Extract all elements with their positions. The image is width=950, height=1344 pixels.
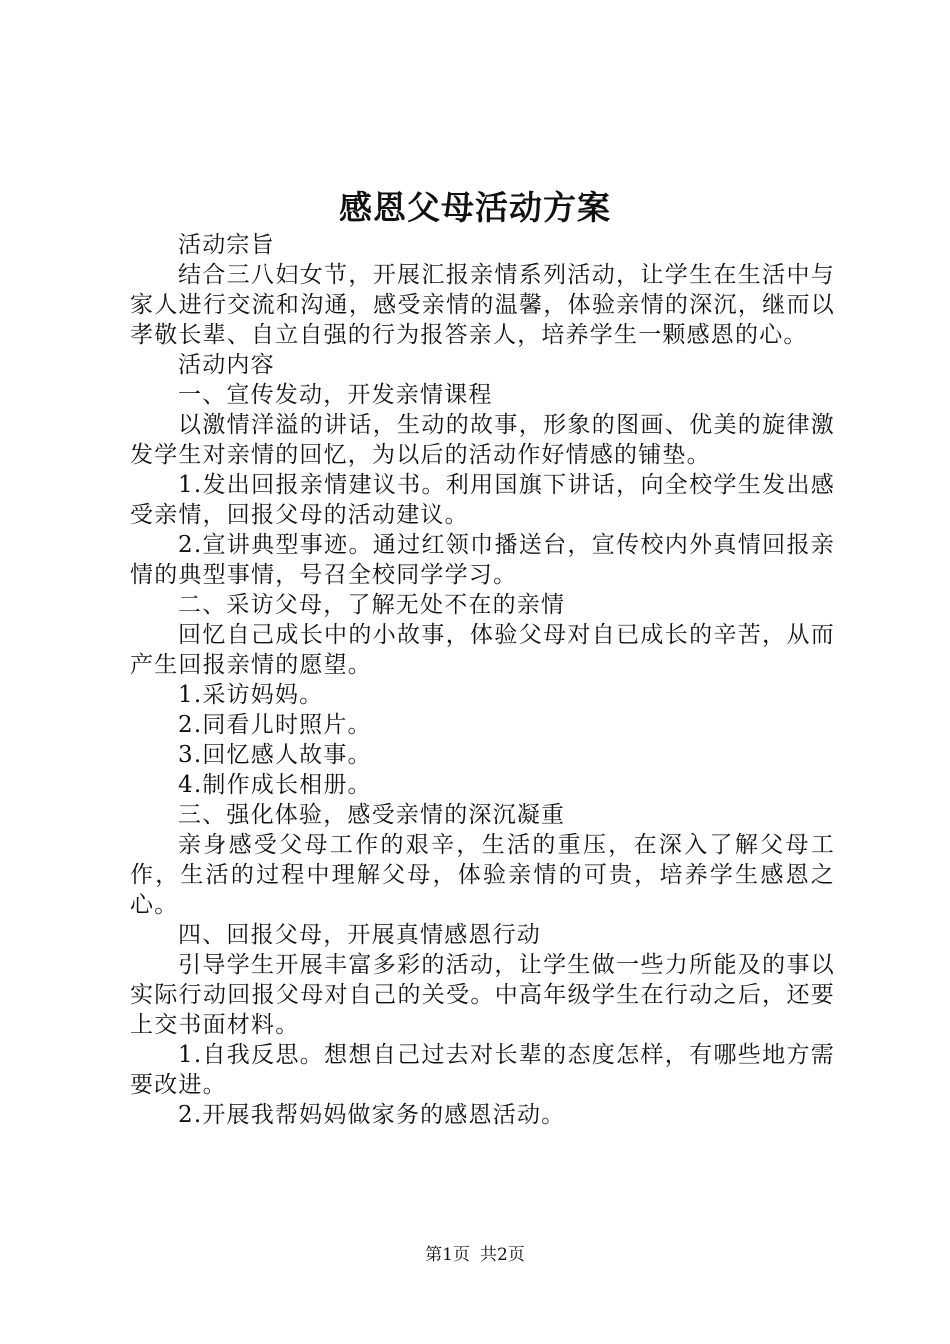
paragraph: 以激情洋溢的讲话，生动的故事，形象的图画、优美的旋律激发学生对亲情的回忆，为以后的活动作好情感的铺垫。 [130,412,835,468]
list-item: 2.同看儿时照片。 [178,712,372,738]
list-item: 1.采访妈妈。 [178,682,324,708]
document-body [130,230,835,1130]
list-item: 2.宣讲典型事迹。通过红领巾播送台，宣传校内外真情回报亲情的典型事情，号召全校同学学习。 [130,532,835,588]
section-heading-4: 四、回报父母，开展真情感恩行动 [178,922,541,948]
list-item: 3.回忆感人故事。 [178,742,372,768]
section-heading-2: 二、采访父母，了解无处不在的亲情 [178,592,566,618]
list-item: 2.开展我帮妈妈做家务的感恩活动。 [178,1102,566,1128]
paragraph: 引导学生开展丰富多彩的活动，让学生做一些力所能及的事以实际行动回报父母对自己的关受。中高年级学生在行动之后，还要上交书面材料。 [130,952,835,1038]
list-item: 1.发出回报亲情建议书。利用国旗下讲话，向全校学生发出感受亲情，回报父母的活动建议。 [130,472,835,528]
document-title: 感恩父母活动方案 [339,188,611,227]
list-item: 1.自我反思。想想自己过去对长辈的态度怎样，有哪些地方需要改进。 [130,1042,835,1098]
paragraph: 回忆自己成长中的小故事，体验父母对自已成长的辛苦，从而产生回报亲情的愿望。 [130,622,835,678]
paragraph: 结合三八妇女节，开展汇报亲情系列活动，让学生在生活中与家人进行交流和沟通，感受亲情的温馨，体验亲情的深沉，继而以孝敬长辈、自立自强的行为报答亲人，培养学生一颗感恩的心。 [130,262,835,348]
paragraph-content-heading: 活动内容 [178,352,275,378]
section-heading-1: 一、宣传发动，开发亲情课程 [178,382,493,408]
page-footer [0,1243,950,1267]
list-item: 4.制作成长相册。 [178,772,372,798]
page-number: 第1页 [425,1245,470,1265]
paragraph-purpose-heading: 活动宗旨 [178,232,275,258]
page-total: 共2页 [480,1245,525,1265]
paragraph: 亲身感受父母工作的艰辛，生活的重压，在深入了解父母工作，生活的过程中理解父母，体验亲情的可贵，培养学生感恩之心。 [130,832,835,918]
section-heading-3: 三、强化体验，感受亲情的深沉凝重 [178,802,566,828]
